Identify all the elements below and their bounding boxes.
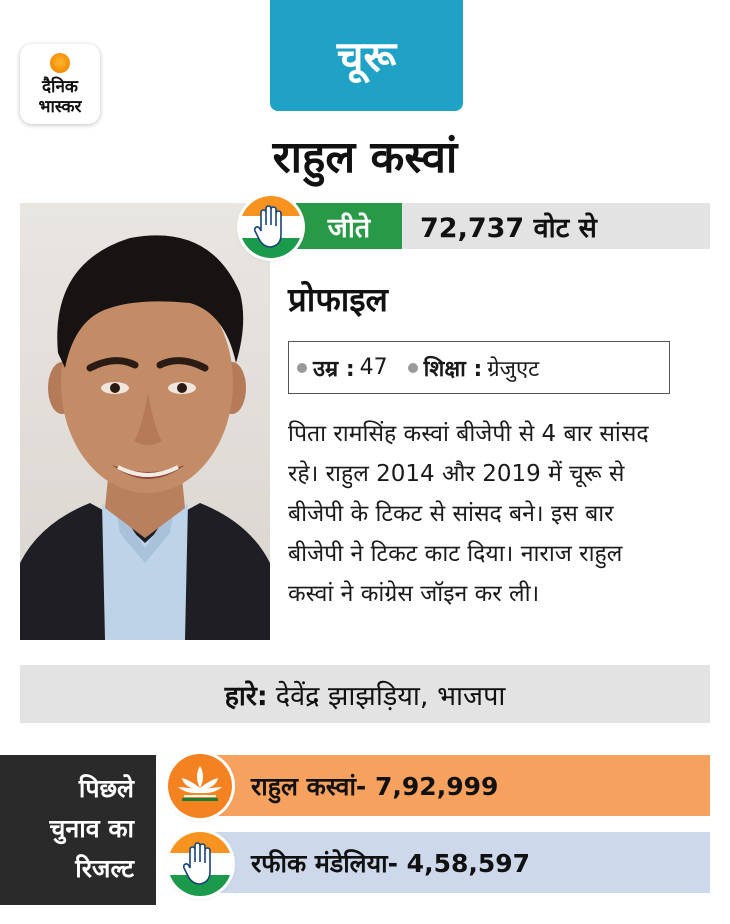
bullet-icon: [408, 363, 418, 373]
bjp-symbol: [168, 754, 232, 818]
lotus-icon: [168, 754, 232, 818]
bullet-icon: [297, 363, 307, 373]
previous-label-line: रिजल्ट: [75, 854, 134, 883]
profile-bio: पिता रामसिंह कस्वां बीजेपी से 4 बार सांसद रहे। राहुल 2014 और 2019 में चूरू से बीजेपी के टिकट से सांसद बने। इस बार बीजेपी ने टिकट काट दिया। नाराज राहुल कस्वां ने कांग्रेस जॉइन कर ली।: [288, 421, 649, 607]
lost-label: हारे:: [224, 680, 268, 712]
age-item: [297, 353, 388, 383]
dainik-bhaskar-logo: [20, 44, 100, 124]
sun-icon: [50, 53, 70, 73]
won-badge: जीते: [296, 203, 402, 249]
lost-candidate: देवेंद्र झाझड़िया, भाजपा: [275, 680, 506, 712]
previous-label-line: पिछले: [78, 774, 134, 803]
candidate-photo: [20, 203, 270, 640]
win-margin: 72,737 वोट से: [420, 212, 597, 244]
constituency-title: चूरू: [270, 0, 463, 111]
previous-result-row: [185, 755, 710, 816]
congress-symbol: [168, 832, 232, 896]
age-label: उम्र :: [313, 356, 355, 382]
education-label: शिक्षा :: [423, 356, 483, 382]
portrait-illustration: [20, 203, 270, 640]
previous-result-row: [185, 832, 710, 893]
previous-result-text: रफीक मंडेलिया- 4,58,597: [251, 848, 531, 878]
congress-symbol: [240, 196, 302, 258]
profile-heading: प्रोफाइल: [288, 280, 388, 319]
education-item: [408, 353, 540, 383]
previous-label-line: चुनाव का: [49, 814, 134, 843]
previous-result-text: राहुल कस्वां- 7,92,999: [251, 771, 499, 801]
profile-info-box: [288, 341, 670, 394]
candidate-name: राहुल कस्वां: [272, 132, 458, 183]
logo-text-line2: भास्कर: [38, 97, 82, 117]
hand-icon: [182, 842, 218, 886]
logo-text-line1: दैनिक: [42, 77, 78, 97]
age-value: 47: [359, 355, 388, 380]
previous-result-label: [0, 755, 156, 905]
runner-up-bar: [20, 665, 710, 723]
education-value: ग्रेजुएट: [487, 356, 540, 382]
hand-icon: [253, 205, 289, 249]
